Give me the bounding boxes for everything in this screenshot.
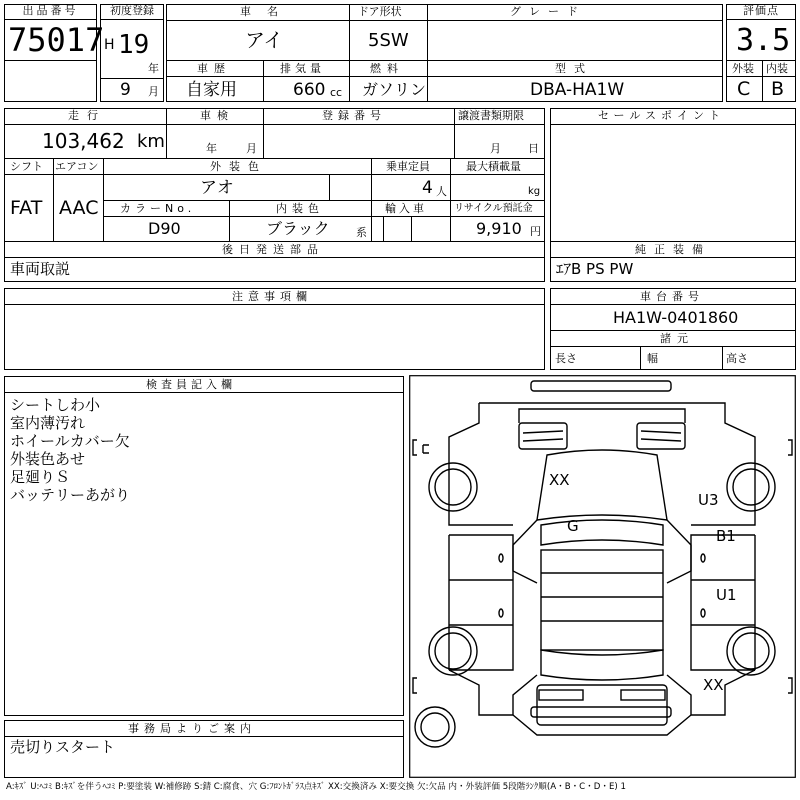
chassis: HA1W-0401860 bbox=[613, 308, 739, 327]
year: 19 bbox=[118, 30, 150, 60]
car-name: アイ bbox=[245, 28, 284, 52]
interior-label: 内装 bbox=[766, 62, 788, 75]
damage-mark: XX bbox=[703, 676, 724, 694]
height-label: 高さ bbox=[726, 352, 748, 365]
inspector-notes bbox=[10, 396, 130, 504]
displacement-label: 排気量 bbox=[280, 62, 325, 75]
capacity-unit: 人 bbox=[436, 185, 447, 198]
exterior-grade: C bbox=[737, 78, 751, 100]
import-label: 輸入車 bbox=[385, 202, 427, 215]
inspector-note: 室内薄汚れ bbox=[10, 414, 86, 432]
mileage: 103,462 bbox=[42, 129, 125, 153]
capacity: 4 bbox=[422, 178, 433, 198]
ac-label: エアコン bbox=[55, 160, 99, 173]
chassis-label: 車台番号 bbox=[640, 290, 704, 303]
inspector-note: バッテリーあがり bbox=[10, 486, 131, 504]
later-label: 後日発送部品 bbox=[222, 243, 324, 256]
first-reg-label: 初度登録 bbox=[100, 4, 164, 20]
door: 5SW bbox=[368, 30, 409, 51]
length-label: 長さ bbox=[555, 352, 577, 365]
color: アオ bbox=[200, 178, 234, 198]
door-label: ドア形状 bbox=[358, 5, 402, 18]
load-unit: kg bbox=[528, 186, 541, 197]
model: DBA-HA1W bbox=[530, 80, 625, 100]
dims-label: 諸元 bbox=[660, 332, 694, 345]
later: 車両取説 bbox=[10, 260, 71, 278]
mileage-label: 走行 bbox=[68, 109, 106, 122]
transfer-month-unit: 月 bbox=[490, 142, 501, 155]
recycle-unit: 円 bbox=[530, 225, 541, 238]
fuel-label: 燃料 bbox=[370, 62, 404, 75]
history-label: 車歴 bbox=[197, 62, 231, 75]
interior-grade: B bbox=[771, 78, 785, 100]
year-unit: 年 bbox=[148, 62, 159, 75]
sales-label: セールスポイント bbox=[598, 109, 726, 122]
exterior-label: 外装 bbox=[732, 62, 754, 75]
caution-label: 注意事項欄 bbox=[232, 290, 312, 303]
car-damage-diagram bbox=[409, 375, 796, 778]
office-text: 売切りスタート bbox=[10, 738, 116, 756]
color-no-label: カラーNo. bbox=[120, 202, 196, 215]
top-block bbox=[166, 4, 723, 102]
month: 9 bbox=[120, 80, 131, 100]
reg-label: 登録番号 bbox=[322, 109, 386, 122]
inspection-month-unit: 月 bbox=[246, 142, 257, 155]
damage-mark: U3 bbox=[698, 491, 719, 509]
office-label: 事務局よりご案内 bbox=[128, 722, 256, 735]
damage-mark: U1 bbox=[716, 586, 737, 604]
displacement-unit: cc bbox=[330, 86, 343, 99]
inspector-note: 外装色あせ bbox=[10, 450, 86, 468]
equip: ｴｱB PS PW bbox=[556, 260, 634, 278]
inspector-label: 検査員記入欄 bbox=[146, 378, 236, 391]
damage-mark: B1 bbox=[716, 527, 736, 545]
transfer-label: 譲渡書類期限 bbox=[458, 109, 524, 122]
grade-label: グレード bbox=[510, 5, 586, 18]
inspector-note: ホイールカバー欠 bbox=[10, 432, 130, 450]
damage-mark: G bbox=[567, 517, 579, 535]
capacity-label: 乗車定員 bbox=[386, 160, 430, 173]
transfer-day-unit: 日 bbox=[528, 142, 539, 155]
model-label: 型式 bbox=[555, 62, 593, 75]
inspector-note: 足廻りＳ bbox=[10, 468, 71, 486]
int-color-unit: 系 bbox=[356, 226, 367, 239]
month-unit: 月 bbox=[148, 85, 159, 98]
load-label: 最大積載量 bbox=[466, 160, 521, 173]
damage-mark: XX bbox=[549, 471, 570, 489]
lot-label: 出品番号 bbox=[4, 4, 97, 20]
inspection-label: 車検 bbox=[200, 109, 234, 122]
width-label: 幅 bbox=[647, 352, 658, 365]
int-color-label: 内装色 bbox=[276, 202, 324, 215]
history: 自家用 bbox=[186, 80, 237, 100]
mileage-unit: km bbox=[137, 131, 165, 152]
int-color: ブラック bbox=[266, 219, 330, 238]
fuel: ガソリン bbox=[362, 80, 427, 99]
score-label: 評価点 bbox=[726, 4, 796, 20]
lot-number: 75017 bbox=[8, 21, 105, 59]
inspector-note: シートしわ小 bbox=[10, 396, 101, 414]
recycle: 9,910 bbox=[476, 219, 522, 238]
shift: FAT bbox=[10, 197, 43, 219]
shift-label: シフト bbox=[10, 160, 43, 173]
color-label: 外装色 bbox=[210, 160, 267, 173]
displacement: 660 bbox=[293, 80, 326, 100]
inspection-year-unit: 年 bbox=[206, 142, 217, 155]
recycle-label: リサイクル預託金 bbox=[454, 203, 533, 214]
color-no: D90 bbox=[148, 219, 181, 238]
name-label: 車名 bbox=[240, 5, 294, 18]
equip-label: 純正装備 bbox=[635, 243, 711, 256]
era: H bbox=[104, 37, 115, 53]
score: 3.5 bbox=[736, 23, 791, 58]
ac: AAC bbox=[59, 197, 99, 219]
footer-legend: A:ｷｽﾞ U:ﾍｺﾐ B:ｷｽﾞを伴うﾍｺﾐ P:要塗装 W:補修跡 S:錆 C:腐食、穴 G:ﾌﾛﾝﾄｶﾞﾗｽ点ｷｽﾞ XX:交換済み X:要交換 欠:欠品 内・外装評価 5段階ﾗﾝｸ順(A・B・C・D・E) 1 bbox=[6, 782, 626, 792]
